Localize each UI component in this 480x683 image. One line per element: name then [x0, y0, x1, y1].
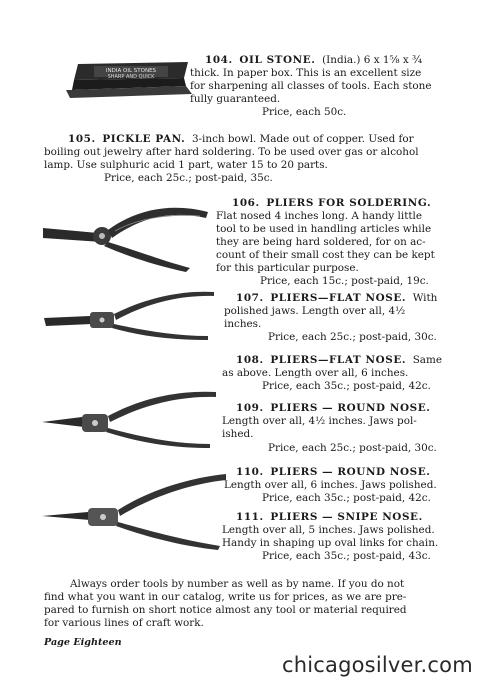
- item-111-line-1: [236, 511, 423, 523]
- item-109-desc-2: ished.: [222, 428, 254, 440]
- item-108-number: 108.: [236, 354, 264, 366]
- item-105-title: PICKLE PAN.: [102, 133, 186, 145]
- item-108-title: PLIERS—FLAT NOSE.: [270, 354, 407, 366]
- item-110-title: PLIERS — ROUND NOSE.: [270, 466, 431, 478]
- item-105-desc-1: 3-inch bowl. Made out of copper. Used for: [191, 133, 414, 145]
- item-109-desc-1: Length over all, 4½ inches. Jaws pol-: [222, 415, 417, 427]
- item-105-desc-2: boiling out jewelry after hard soldering. To be used over gas or alcohol: [44, 146, 419, 158]
- site-watermark: chicagosilver.com: [282, 653, 473, 677]
- item-104-desc-1: (India.) 6 x 1⅝ x ¾: [322, 54, 423, 66]
- item-108-desc-1: Same: [412, 354, 443, 366]
- oil-stone-box-label-1: INDIA OIL STONES: [105, 68, 157, 74]
- item-111-price: Price, each 35c.; post-paid, 43c.: [262, 550, 431, 562]
- soldering-pliers-illustration: [40, 198, 215, 273]
- oil-stone-box-label-2: SHARP AND QUICK: [107, 74, 155, 80]
- item-110-price: Price, each 35c.; post-paid, 42c.: [262, 492, 431, 504]
- item-105-price: Price, each 25c.; post-paid, 35c.: [104, 172, 273, 184]
- item-108-desc-2: as above. Length over all, 6 inches.: [222, 367, 409, 379]
- flat-nose-pliers-illustration-107: [42, 282, 220, 342]
- item-104-number: 104.: [205, 54, 233, 66]
- item-111-desc-2: Handy in shaping up oval links for chain.: [222, 537, 439, 549]
- item-106-desc-1: Flat nosed 4 inches long. A handy little: [216, 210, 423, 222]
- item-107-line-1: [236, 292, 437, 304]
- item-104-desc-3: for sharpening all classes of tools. Each stone: [190, 80, 432, 92]
- closing-line-2: find what you want in our catalog, write us for prices, as we are pre-: [44, 591, 407, 603]
- item-105-line-1: [68, 133, 414, 145]
- closing-line-3: pared to furnish on short notice almost any tool or material required: [44, 604, 407, 616]
- item-110-desc-1: Length over all, 6 inches. Jaws polished.: [224, 479, 437, 491]
- item-111-desc-1: Length over all, 5 inches. Jaws polished.: [222, 524, 435, 536]
- item-111-title: PLIERS — SNIPE NOSE.: [270, 511, 423, 523]
- item-109-title: PLIERS — ROUND NOSE.: [270, 402, 431, 414]
- item-111-number: 111.: [236, 511, 264, 523]
- item-105-desc-3: lamp. Use sulphuric acid 1 part, water 15 to 20 parts.: [44, 159, 328, 171]
- item-108-line-1: [236, 354, 442, 366]
- item-106-desc-4: count of their small cost they can be kept: [216, 249, 435, 261]
- item-106-desc-5: for this particular purpose.: [216, 262, 359, 274]
- item-104-line-1: [205, 54, 422, 66]
- oil-stone-illustration: [66, 50, 196, 100]
- item-106-desc-2: tool to be used in handling articles while: [216, 223, 432, 235]
- item-106-title: PLIERS FOR SOLDERING.: [266, 197, 432, 209]
- item-107-desc-2: polished jaws. Length over all, 4½: [224, 305, 406, 317]
- item-107-desc-1: With: [412, 292, 438, 304]
- item-109-price: Price, each 25c.; post-paid, 30c.: [268, 442, 437, 454]
- item-109-number: 109.: [236, 402, 264, 414]
- snipe-nose-pliers-illustration-111: [40, 470, 230, 552]
- closing-line-4: for various lines of craft work.: [44, 617, 204, 629]
- item-104-desc-4: fully guaranteed.: [190, 93, 281, 105]
- item-109-line-1: [236, 402, 430, 414]
- round-nose-pliers-illustration-109: [42, 384, 220, 450]
- item-110-number: 110.: [236, 466, 264, 478]
- item-104-desc-2: thick. In paper box. This is an excellent size: [190, 67, 422, 79]
- item-106-line-1: [232, 197, 431, 209]
- item-107-desc-3: inches.: [224, 318, 262, 330]
- item-110-line-1: [236, 466, 430, 478]
- page-footer: Page Eighteen: [44, 637, 122, 648]
- item-108-price: Price, each 35c.; post-paid, 42c.: [262, 380, 431, 392]
- item-106-desc-3: they are being hard soldered, for on ac-: [216, 236, 426, 248]
- item-106-number: 106.: [232, 197, 260, 209]
- item-104-price: Price, each 50c.: [262, 106, 347, 118]
- item-104-title: OIL STONE.: [239, 54, 316, 66]
- closing-line-1: Always order tools by number as well as by name. If you do not: [70, 578, 405, 590]
- item-107-price: Price, each 25c.; post-paid, 30c.: [268, 331, 437, 343]
- item-107-number: 107.: [236, 292, 264, 304]
- item-106-price: Price, each 15c.; post-paid, 19c.: [260, 275, 429, 287]
- item-105-number: 105.: [68, 133, 96, 145]
- item-107-title: PLIERS—FLAT NOSE.: [270, 292, 407, 304]
